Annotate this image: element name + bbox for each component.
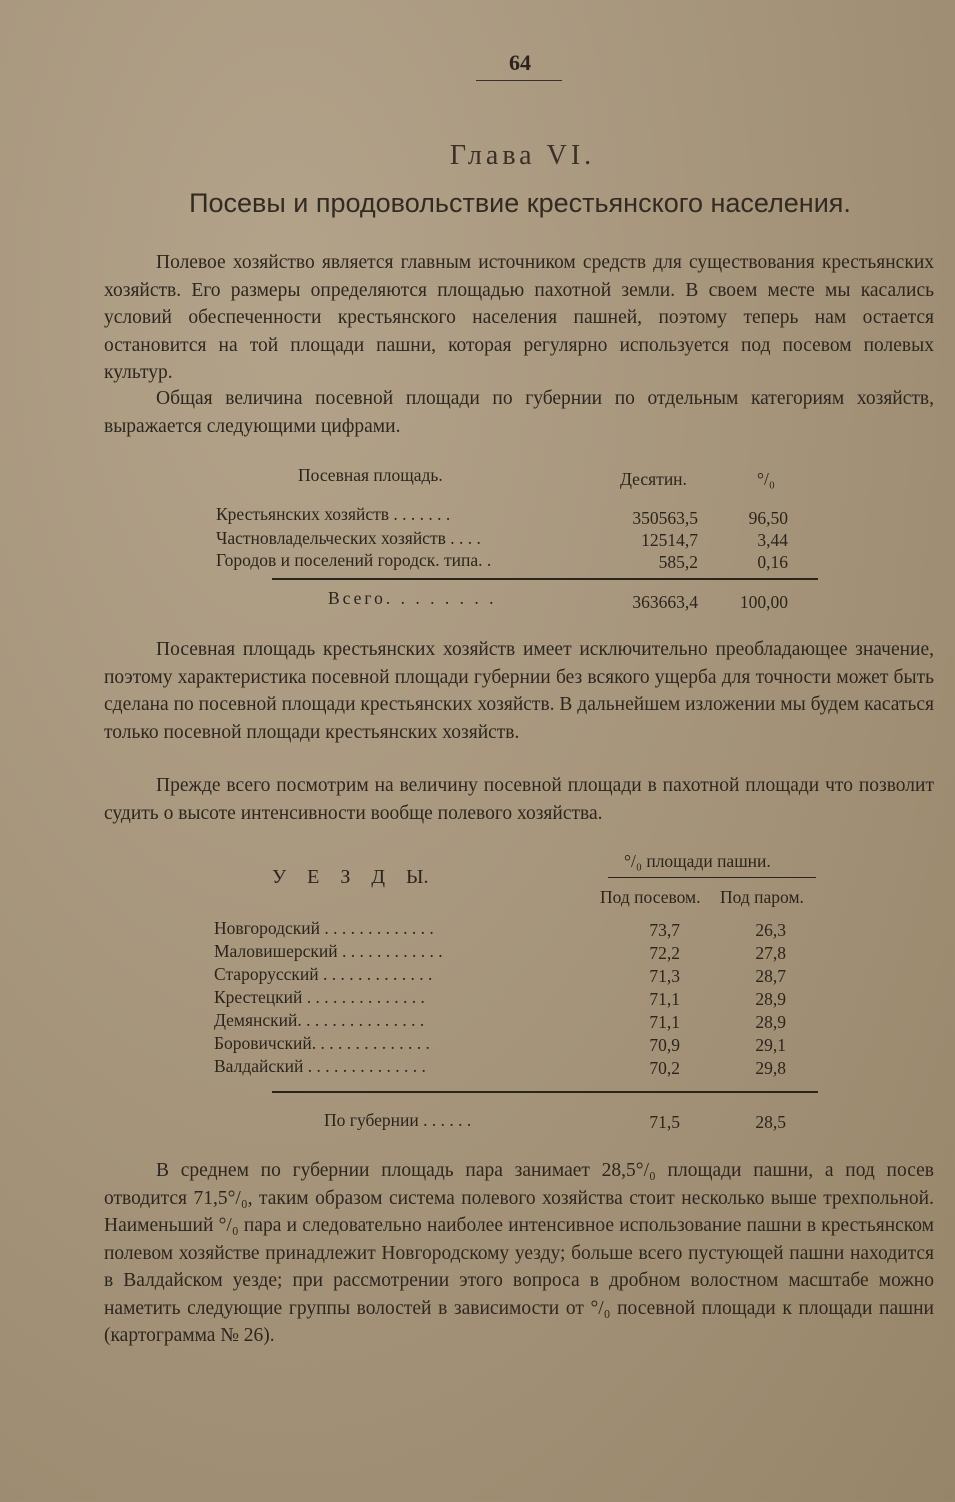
table2-total-fallow: 28,5: [755, 1112, 786, 1132]
page-number: 64: [509, 50, 531, 75]
table2-header-col1: Под посевом.: [600, 887, 701, 907]
table1-total-rule: [272, 578, 818, 580]
paragraph-2: [104, 385, 934, 440]
table1-row-value: 350563,5: [632, 508, 698, 528]
table2-row-fallow: 26,3: [755, 920, 786, 940]
table1-header-col1: Десятин.: [620, 469, 687, 489]
table2-header-label: У Е З Д Ы.: [272, 866, 429, 888]
paragraph-1-text: Полевое хозяйство является главным источником средств для существования крестьянских хозяйств. Его размеры определяются площадью пахотной земли. В своем месте мы касались условий обеспеченности крестьянского населения пашней, поэтому теперь нам остается остановится на той площади пашни, которая регулярно используется под посевом полевых культур.: [104, 252, 934, 383]
table1-total-label: Всего. . . . . . . .: [328, 588, 497, 608]
table2-row-sown: 71,3: [649, 966, 680, 986]
table2-row-label: Демянский. . . . . . . . . . . . . . .: [214, 1010, 425, 1030]
table2-row-fallow: 28,9: [755, 1012, 786, 1032]
paragraph-5-text: В среднем по губернии площадь пара занимает 28,5°/₀ площади пашни, а под посев отводится 71,5°/₀, таким образом система полевого хозяйства стоит несколько выше трехпольной. Наименьший °/₀ пара и следовательно наиболее интенсивное использование пашни в крестьянском полевом хозяйстве принадлежит Новгородскому уезду; больше всего пустующей пашни находится в Валдайском уезде; при рассмотрении этого вопроса в дробном волостном масштабе можно наметить следующие группы волостей в зависимости от °/₀ посевной площади к площади пашни (картограмма № 26).: [104, 1160, 934, 1346]
paragraph-4: [104, 772, 934, 827]
table1-total-value: 363663,4: [632, 592, 698, 612]
table2-row-sown: 71,1: [649, 989, 680, 1009]
table1-row-value: 585,2: [658, 552, 698, 572]
table1-row-label: Городов и поселений городск. типа. .: [216, 550, 492, 570]
table2-row-fallow: 28,9: [755, 989, 786, 1009]
table2-total-sown: 71,5: [649, 1112, 680, 1132]
table2-row-sown: 70,9: [649, 1035, 680, 1055]
table2-header-col2: Под паром.: [720, 887, 804, 907]
table1-header-label: Посевная площадь.: [298, 465, 443, 485]
paragraph-4-text: Прежде всего посмотрим на величину посевной площади в пахотной площади что позволит судить о высоте интенсивности вообще полевого хозяйства.: [104, 775, 934, 824]
table2-header-rule: [608, 877, 816, 878]
chapter-title: Посевы и продовольствие крестьянского населения.: [189, 188, 851, 218]
table1-row-value: 12514,7: [641, 530, 698, 550]
paragraph-3-text: Посевная площадь крестьянских хозяйств имеет исключительно преобладающее значение, поэтому характеристика посевной площади губернии без всякого ущерба для точности может быть сделана по посевной площади крестьянских хозяйств. В дальнейшем изложении мы будем касаться только посевной площади крестьянских хозяйств.: [104, 639, 934, 743]
table2-row-sown: 71,1: [649, 1012, 680, 1032]
table2-row-fallow: 29,1: [755, 1035, 786, 1055]
table2-row-sown: 72,2: [649, 943, 680, 963]
table2-row-label: Валдайский . . . . . . . . . . . . . .: [214, 1056, 426, 1076]
paragraph-1: [104, 249, 934, 387]
table2-row-label: Крестецкий . . . . . . . . . . . . . .: [214, 987, 425, 1007]
table2-row-fallow: 29,8: [755, 1058, 786, 1078]
table1-row-label: Крестьянских хозяйств . . . . . . .: [216, 504, 451, 524]
table2-row-fallow: 27,8: [755, 943, 786, 963]
table1-row-percent: 0,16: [757, 552, 788, 572]
table1-row-percent: 3,44: [757, 530, 788, 550]
table1-total-percent: 100,00: [739, 592, 788, 612]
table1-row-percent: 96,50: [748, 508, 788, 528]
table2-row-label: Маловишерский . . . . . . . . . . . .: [214, 941, 443, 961]
chapter-heading: Глава VI.: [449, 140, 596, 171]
table2-row-label: Боровичский. . . . . . . . . . . . . .: [214, 1033, 430, 1053]
table2-row-fallow: 28,7: [755, 966, 786, 986]
table2-row-label: Новгородский . . . . . . . . . . . . .: [214, 918, 434, 938]
table2-row-sown: 73,7: [649, 920, 680, 940]
table1-header-col2: °/₀: [757, 469, 775, 489]
paragraph-2-text: Общая величина посевной площади по губернии по отдельным категориям хозяйств, выражается следующими цифрами.: [104, 388, 934, 437]
table2-row-label: Старорусский . . . . . . . . . . . . .: [214, 964, 433, 984]
page-number-rule: [476, 80, 562, 81]
table1-row-label: Частновладельческих хозяйств . . . .: [216, 528, 481, 548]
paragraph-3: [104, 636, 934, 746]
table2-total-rule: [272, 1091, 818, 1093]
paragraph-5: [104, 1157, 934, 1350]
table2-header-group: °/₀ площади пашни.: [624, 851, 771, 871]
table2-row-sown: 70,2: [649, 1058, 680, 1078]
table2-total-label: По губернии . . . . . .: [324, 1110, 472, 1130]
